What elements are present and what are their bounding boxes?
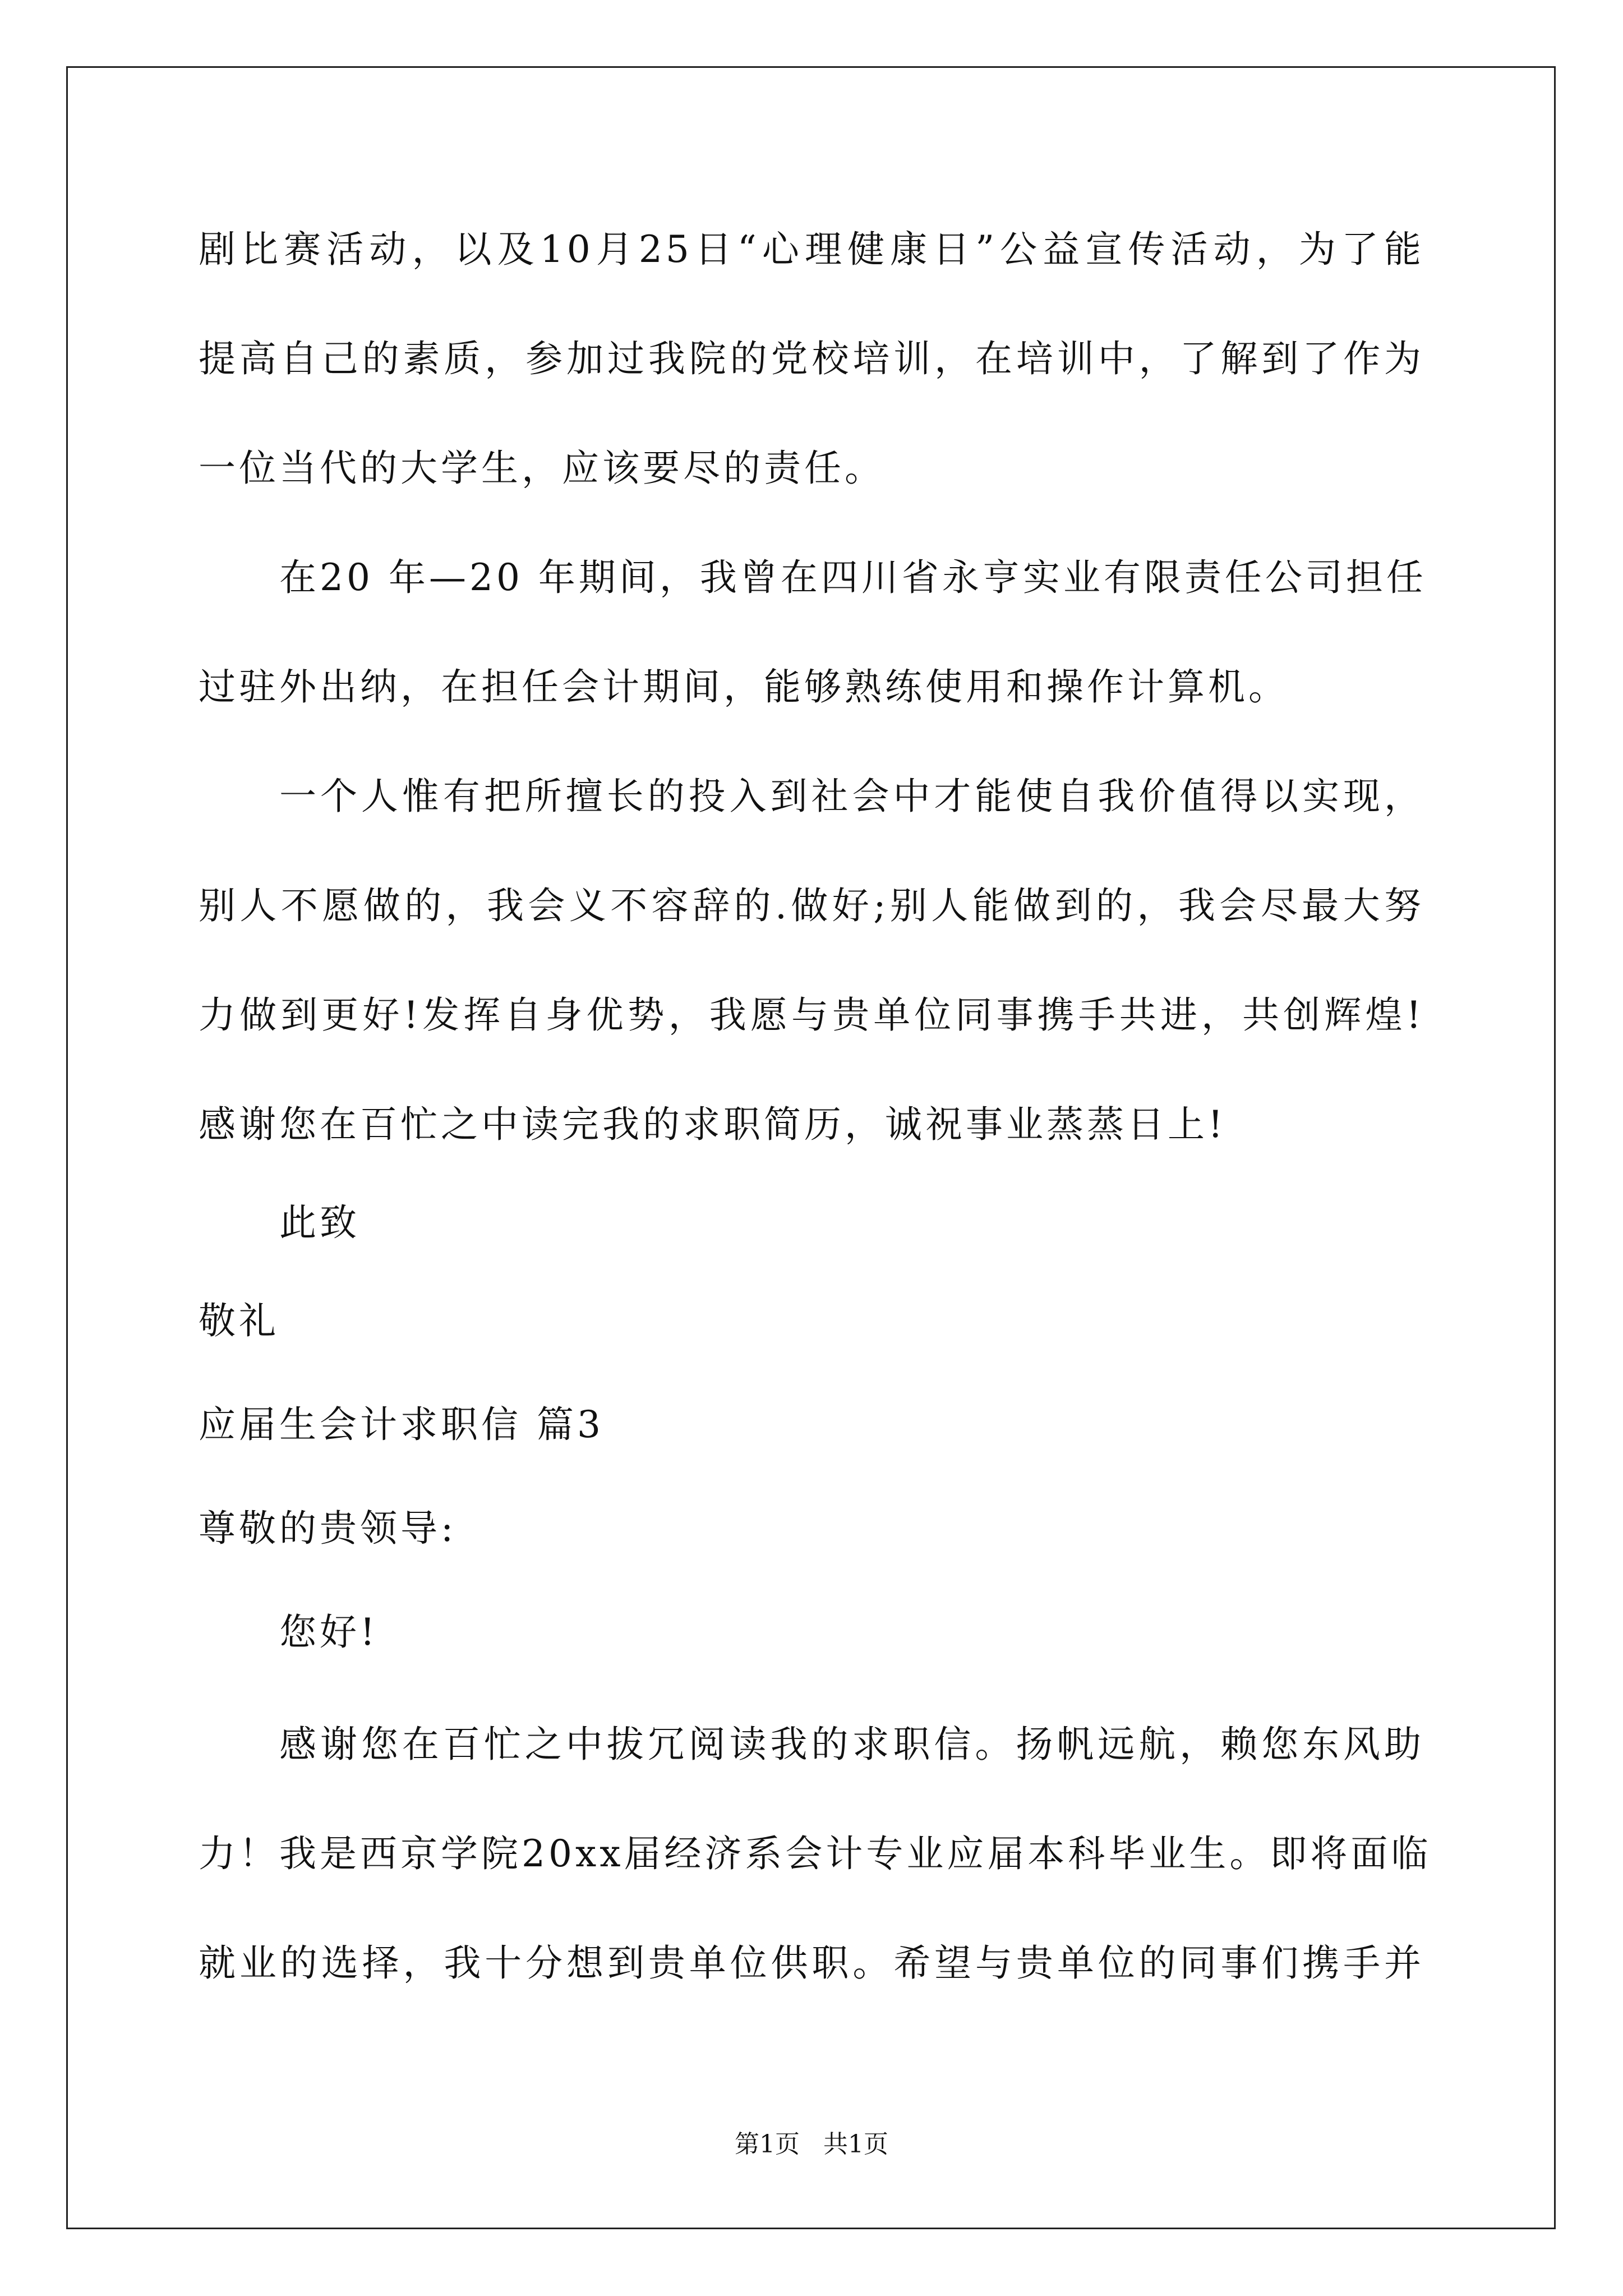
greeting: 尊敬的贵领导:: [199, 1507, 457, 1550]
page-border: [66, 66, 1556, 2229]
text-line: 过驻外出纳，在担任会计期间，能够熟练使用和操作计算机。: [199, 665, 1289, 708]
section-title: 应届生会计求职信 篇3: [199, 1403, 604, 1446]
text-line: 剧比赛活动，以及10月25日“心理健康日”公益宣传活动，为了能: [199, 228, 1424, 271]
text-line: 力！我是西京学院20xx届经济系会计专业应届本科毕业生。即将面临: [199, 1832, 1432, 1875]
page-footer: 第1页 共1页: [735, 2130, 888, 2159]
text-line: 提高自己的素质，参加过我院的党校培训，在培训中，了解到了作为: [199, 337, 1424, 380]
text-line: 就业的选择，我十分想到贵单位供职。希望与贵单位的同事们携手并: [199, 1941, 1424, 1985]
greeting-hello: 您好!: [279, 1611, 379, 1654]
text-line: 一个人惟有把所擅长的投入到社会中才能使自我价值得以实现，: [279, 775, 1424, 818]
text-line: 一位当代的大学生，应该要尽的责任。: [199, 447, 885, 490]
text-line: 感谢您在百忙之中读完我的求职简历，诚祝事业蒸蒸日上!: [199, 1103, 1227, 1146]
text-line: 感谢您在百忙之中拔冗阅读我的求职信。扬帆远航，赖您东风助: [279, 1723, 1424, 1766]
text-line: 在20 年—20 年期间，我曾在四川省永亨实业有限责任公司担任: [279, 556, 1427, 599]
text-line: 力做到更好!发挥自身优势，我愿与贵单位同事携手共进，共创辉煌!: [199, 993, 1424, 1037]
closing-phrase: 此致: [279, 1201, 360, 1244]
salutation-closing: 敬礼: [199, 1299, 279, 1342]
text-line: 别人不愿做的，我会义不容辞的.做好;别人能做到的，我会尽最大努: [199, 884, 1424, 927]
